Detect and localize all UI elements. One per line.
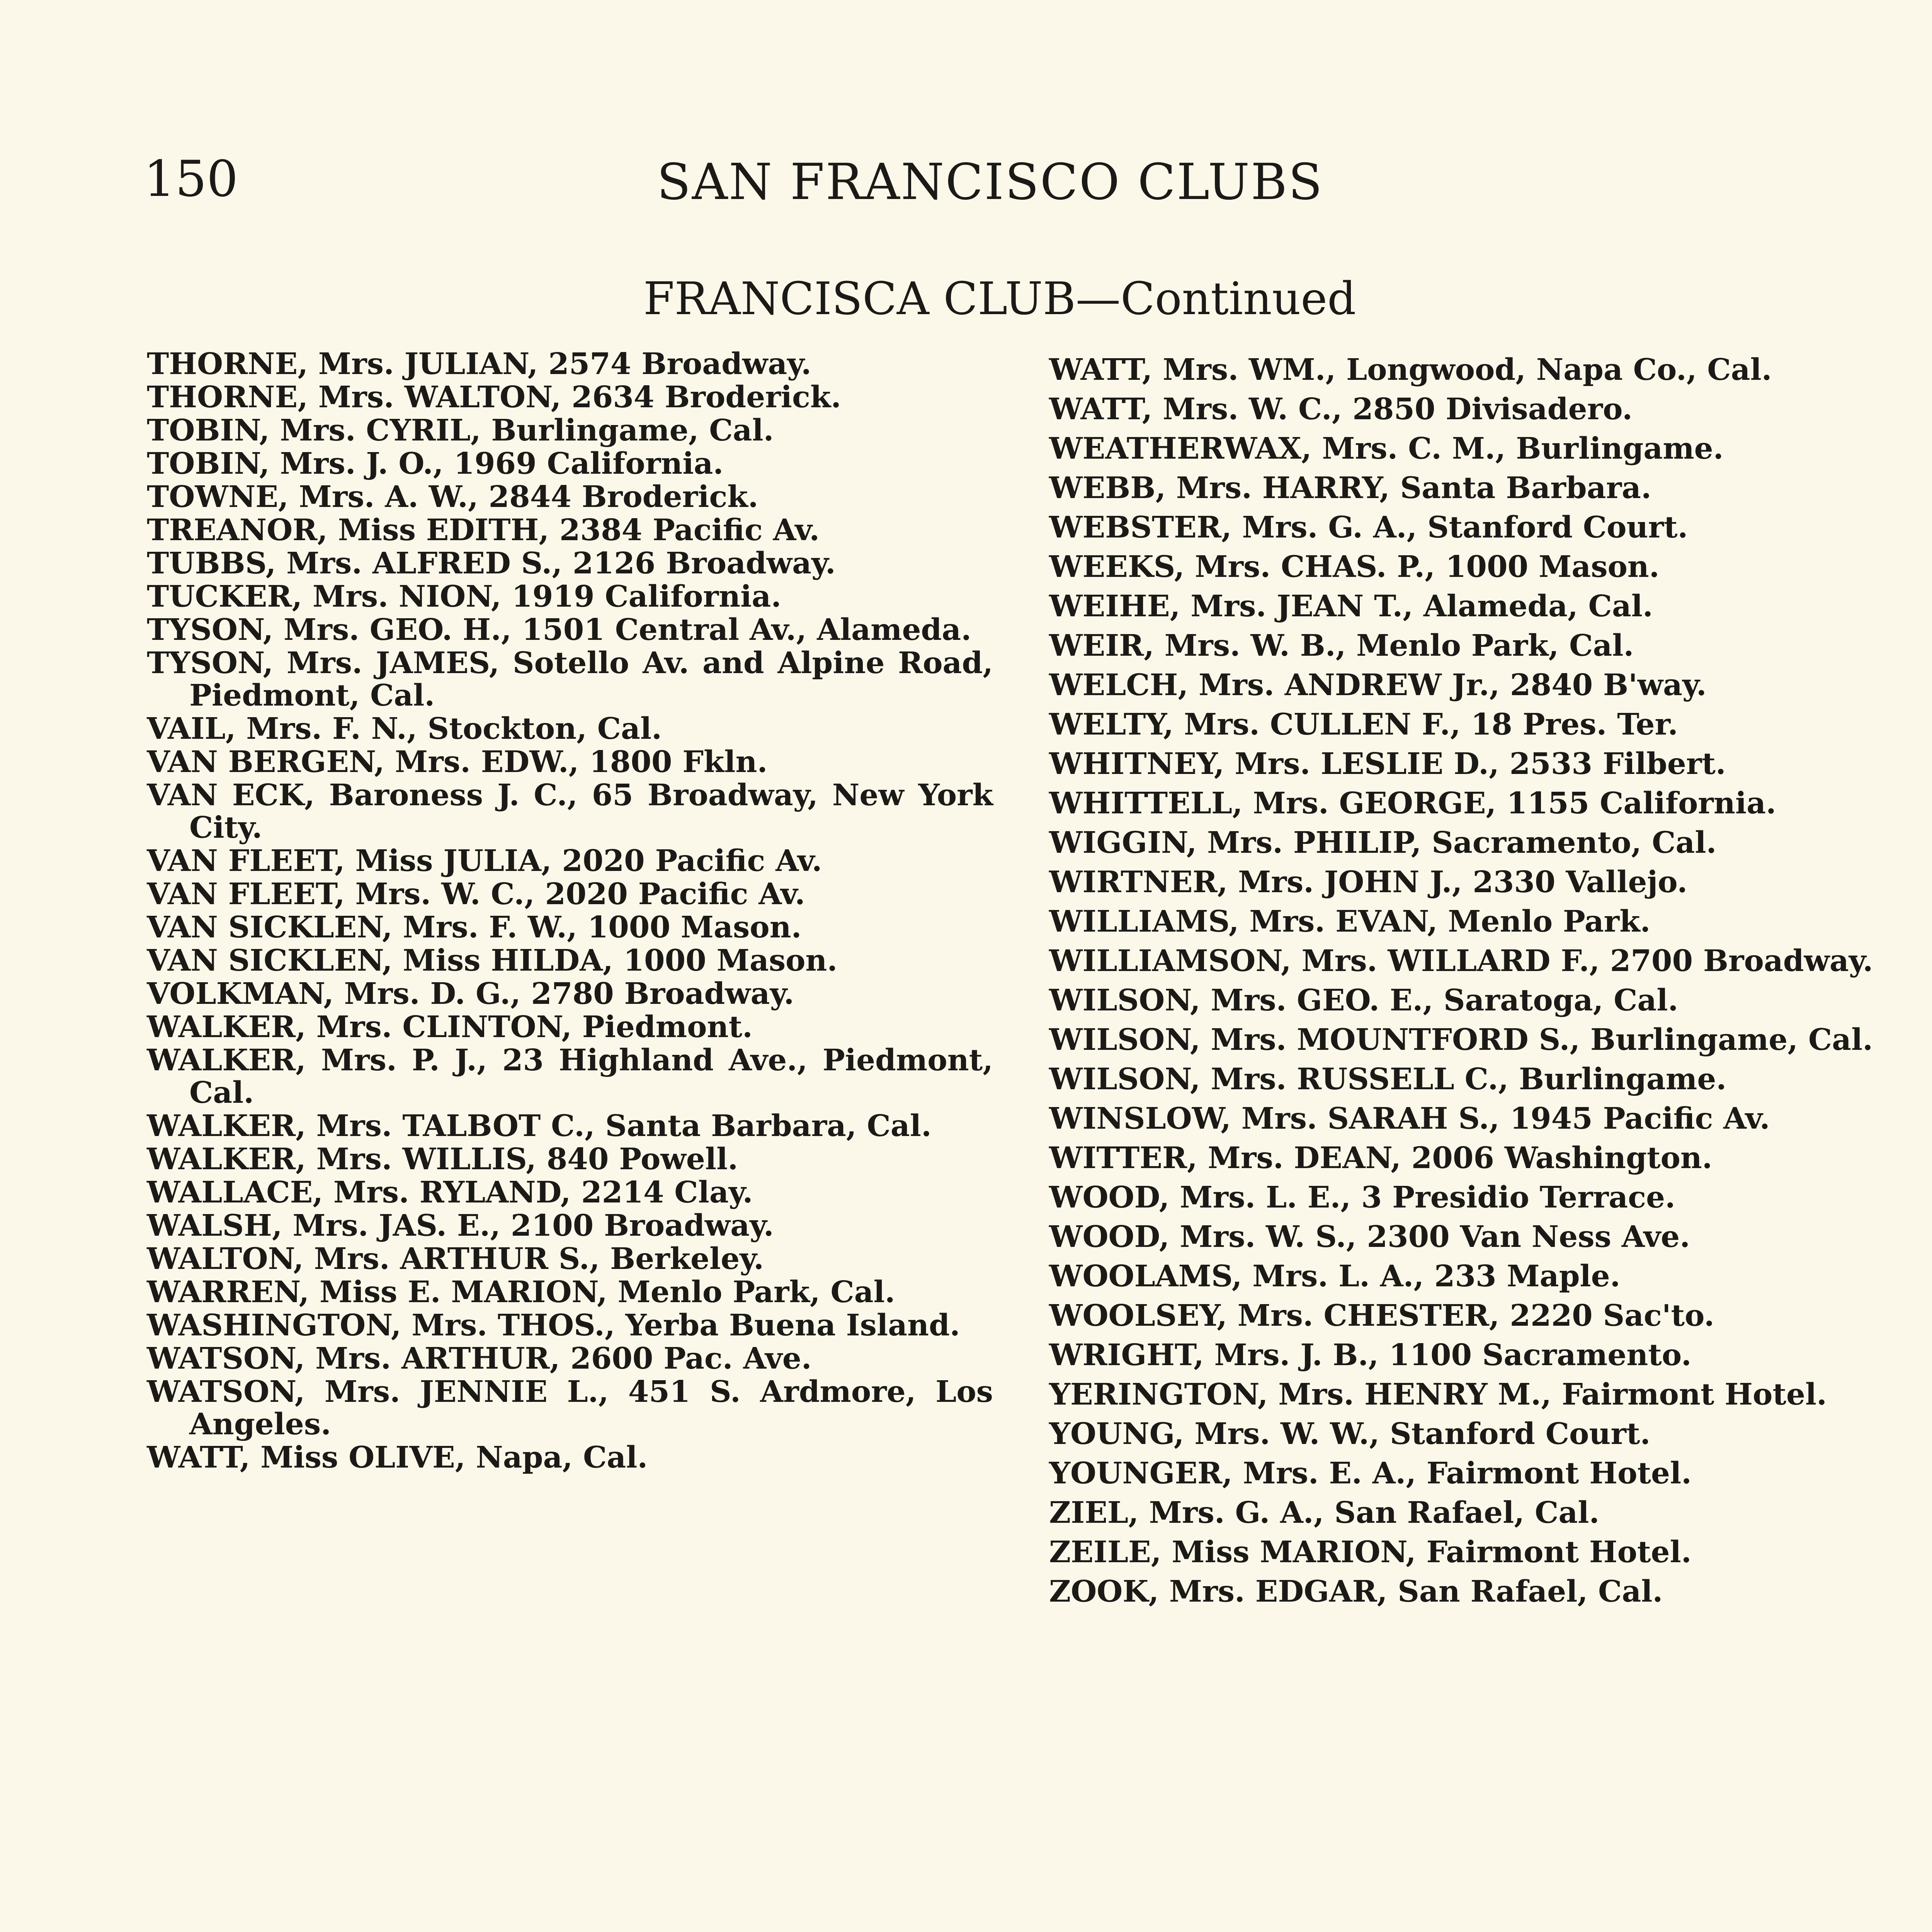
member-entry: WEATHERWAX, Mrs. C. M., Burlingame. — [1049, 431, 1724, 466]
member-entry: WHITNEY, Mrs. LESLIE D., 2533 Filbert. — [1049, 747, 1726, 781]
member-entry: WATT, Mrs. WM., Longwood, Napa Co., Cal. — [1049, 352, 1772, 387]
member-entry: THORNE, Mrs. WALTON, 2634 Broderick. — [147, 380, 841, 415]
member-entry: VAN FLEET, Mrs. W. C., 2020 Pacific Av. — [147, 877, 805, 912]
member-entry: VAN SICKLEN, Mrs. F. W., 1000 Mason. — [147, 910, 802, 945]
member-entry: ZOOK, Mrs. EDGAR, San Rafael, Cal. — [1049, 1574, 1663, 1609]
member-entry: VAN SICKLEN, Miss HILDA, 1000 Mason. — [147, 943, 838, 978]
member-entry: ZEILE, Miss MARION, Fairmont Hotel. — [1049, 1535, 1692, 1570]
member-entry: WEIR, Mrs. W. B., Menlo Park, Cal. — [1049, 628, 1634, 663]
member-entry: WHITTELL, Mrs. GEORGE, 1155 California. — [1049, 786, 1776, 821]
member-list-right-column — [1049, 354, 1893, 1615]
member-entry: WALKER, Mrs. WILLIS, 840 Powell. — [147, 1142, 738, 1177]
member-entry: VAN BERGEN, Mrs. EDW., 1800 Fkln. — [147, 745, 768, 779]
member-entry: WRIGHT, Mrs. J. B., 1100 Sacramento. — [1049, 1338, 1692, 1372]
member-entry: WOOLAMS, Mrs. L. A., 233 Maple. — [1049, 1259, 1621, 1294]
member-entry: WILLIAMSON, Mrs. WILLARD F., 2700 Broadway. — [1049, 944, 1873, 978]
member-entry: WELTY, Mrs. CULLEN F., 18 Pres. Ter. — [1049, 707, 1678, 742]
member-entry: VAN FLEET, Miss JULIA, 2020 Pacific Av. — [147, 844, 822, 878]
member-entry: WILSON, Mrs. RUSSELL C., Burlingame. — [1049, 1062, 1727, 1097]
member-entry: WIGGIN, Mrs. PHILIP, Sacramento, Cal. — [1049, 825, 1717, 860]
member-entry: WALSH, Mrs. JAS. E., 2100 Broadway. — [147, 1208, 774, 1243]
member-entry: THORNE, Mrs. JULIAN, 2574 Broadway. — [147, 347, 811, 381]
member-entry: WALKER, Mrs. TALBOT C., Santa Barbara, Cal. — [147, 1109, 932, 1143]
member-entry: WEBSTER, Mrs. G. A., Stanford Court. — [1049, 510, 1688, 545]
member-entry: WALTON, Mrs. ARTHUR S., Berkeley. — [147, 1242, 764, 1276]
member-entry: WEBB, Mrs. HARRY, Santa Barbara. — [1049, 471, 1651, 505]
member-entry: YOUNGER, Mrs. E. A., Fairmont Hotel. — [1049, 1456, 1692, 1491]
member-entry: WILLIAMS, Mrs. EVAN, Menlo Park. — [1049, 904, 1651, 939]
member-entry: WALKER, Mrs. P. J., 23 Highland Ave., Piedmont, Cal. — [147, 1043, 993, 1110]
member-entry: TREANOR, Miss EDITH, 2384 Pacific Av. — [147, 513, 820, 548]
member-entry: WOOD, Mrs. L. E., 3 Presidio Terrace. — [1049, 1180, 1675, 1215]
member-entry: WEEKS, Mrs. CHAS. P., 1000 Mason. — [1049, 549, 1660, 584]
member-entry: WALLACE, Mrs. RYLAND, 2214 Clay. — [147, 1175, 753, 1210]
member-entry: TUCKER, Mrs. NION, 1919 California. — [147, 579, 782, 614]
member-entry: WOOLSEY, Mrs. CHESTER, 2220 Sac'to. — [1049, 1298, 1714, 1333]
member-entry: WATT, Miss OLIVE, Napa, Cal. — [147, 1440, 648, 1475]
member-entry: WIRTNER, Mrs. JOHN J., 2330 Vallejo. — [1049, 865, 1688, 900]
member-entry: TOBIN, Mrs. CYRIL, Burlingame, Cal. — [147, 413, 774, 448]
member-entry: WATT, Mrs. W. C., 2850 Divisadero. — [1049, 392, 1633, 427]
member-entry: WARREN, Miss E. MARION, Menlo Park, Cal. — [147, 1275, 895, 1310]
member-entry: WILSON, Mrs. GEO. E., Saratoga, Cal. — [1049, 983, 1679, 1018]
member-list-left-column — [147, 348, 993, 1475]
member-entry: WEIHE, Mrs. JEAN T., Alameda, Cal. — [1049, 589, 1653, 624]
member-entry: WELCH, Mrs. ANDREW Jr., 2840 B'way. — [1049, 668, 1707, 702]
member-entry: VOLKMAN, Mrs. D. G., 2780 Broadway. — [147, 976, 794, 1011]
member-entry: WASHINGTON, Mrs. THOS., Yerba Buena Island. — [147, 1308, 960, 1343]
section-title: FRANCISCA CLUB—Continued — [643, 273, 1356, 325]
member-entry: WITTER, Mrs. DEAN, 2006 Washington. — [1049, 1141, 1713, 1175]
member-entry: YOUNG, Mrs. W. W., Stanford Court. — [1049, 1417, 1651, 1451]
page-number: 150 — [144, 150, 238, 208]
member-entry: VAIL, Mrs. F. N., Stockton, Cal. — [147, 711, 662, 746]
member-entry: YERINGTON, Mrs. HENRY M., Fairmont Hotel. — [1049, 1377, 1827, 1412]
member-entry: WATSON, Mrs. ARTHUR, 2600 Pac. Ave. — [147, 1341, 812, 1376]
member-entry: TYSON, Mrs. JAMES, Sotello Av. and Alpine Road, Piedmont, Cal. — [147, 646, 993, 713]
member-entry: TYSON, Mrs. GEO. H., 1501 Central Av., Alameda. — [147, 612, 971, 647]
member-entry: WINSLOW, Mrs. SARAH S., 1945 Pacific Av. — [1049, 1101, 1770, 1136]
member-entry: TOWNE, Mrs. A. W., 2844 Broderick. — [147, 480, 759, 514]
member-entry: WILSON, Mrs. MOUNTFORD S., Burlingame, Cal. — [1049, 1022, 1873, 1057]
member-entry: TOBIN, Mrs. J. O., 1969 California. — [147, 446, 724, 481]
running-head: SAN FRANCISCO CLUBS — [657, 153, 1323, 211]
member-entry: WOOD, Mrs. W. S., 2300 Van Ness Ave. — [1049, 1219, 1690, 1254]
member-entry: TUBBS, Mrs. ALFRED S., 2126 Broadway. — [147, 546, 836, 581]
member-entry: ZIEL, Mrs. G. A., San Rafael, Cal. — [1049, 1495, 1600, 1530]
member-entry: VAN ECK, Baroness J. C., 65 Broadway, New York City. — [147, 778, 993, 845]
member-entry: WALKER, Mrs. CLINTON, Piedmont. — [147, 1010, 753, 1044]
member-entry: WATSON, Mrs. JENNIE L., 451 S. Ardmore, Los Angeles. — [147, 1374, 993, 1442]
